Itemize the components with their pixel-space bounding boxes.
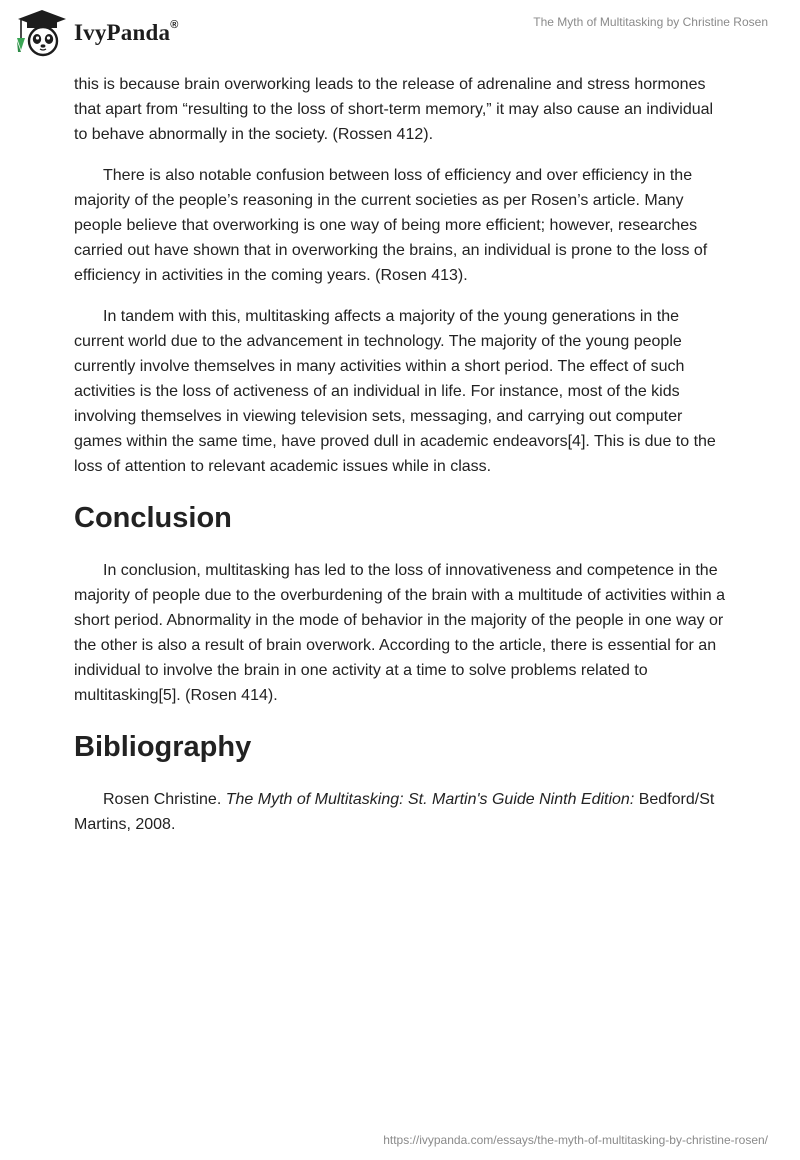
- paragraph-young-generation: In tandem with this, multitasking affects a majority of the young generations in the current world due to the advancement in technology. The majority of the young people currently involve themselves in many activities within a short period. The effect of such activities is the loss of activeness of an individual in life. For instance, most of the kids involving themselves in viewing television sets, messaging, and carrying out computer games within the same time, have proved dull in academic endeavors[4]. This is due to the loss of attention to relevant academic issues while in class.: [74, 308, 716, 475]
- conclusion-heading: Conclusion: [74, 502, 232, 534]
- reference-title: The Myth of Multitasking: St. Martin's Guide Ninth Edition:: [225, 791, 635, 808]
- source-url[interactable]: https://ivypanda.com/essays/the-myth-of-multitasking-by-christine-rosen/: [383, 1133, 768, 1147]
- brand-name: [74, 20, 179, 46]
- paragraph-continued: this is because brain overworking leads to the release of adrenaline and stress hormones that apart from “resulting to the loss of short-term memory,” it may also cause an individual to behave abnormally in the society. (Rossen 412).: [74, 76, 714, 143]
- reference-author: Rosen Christine.: [103, 791, 226, 808]
- conclusion-paragraph: In conclusion, multitasking has led to the loss of innovativeness and competence in the majority of people due to the overburdening of the brain with a multitude of activities within a short period. Abnormality in the mode of behavior in the majority of the people in one way or the other is also a result of brain overwork. According to the article, there is essential for an individual to involve the brain in one activity at a time to solve problems related to multitasking[5]. (Rosen 414).: [74, 562, 726, 704]
- bibliography-heading: Bibliography: [74, 731, 252, 763]
- essay-body: [74, 72, 726, 837]
- ivypanda-logo[interactable]: [14, 8, 179, 58]
- running-title: The Myth of Multitasking by Christine Rosen: [533, 15, 768, 29]
- panda-graduate-icon: [14, 8, 70, 58]
- bibliography-entry: [74, 787, 726, 837]
- registered-mark: ®: [170, 19, 179, 32]
- paragraph-efficiency: There is also notable confusion between loss of efficiency and over efficiency in the majority of the people’s reasoning in the current societies as per Rosen’s article. Many people believe that overworking is one way of being more efficient; however, researches carried out have shown that in overworking the brains, an individual is prone to the loss of efficiency in activities in the coming years. (Rosen 413).: [74, 167, 708, 284]
- page-header: [0, 0, 800, 70]
- brand-label: IvyPanda: [74, 20, 171, 45]
- reference-publisher: Bedford/St Martins, 2008.: [74, 791, 715, 833]
